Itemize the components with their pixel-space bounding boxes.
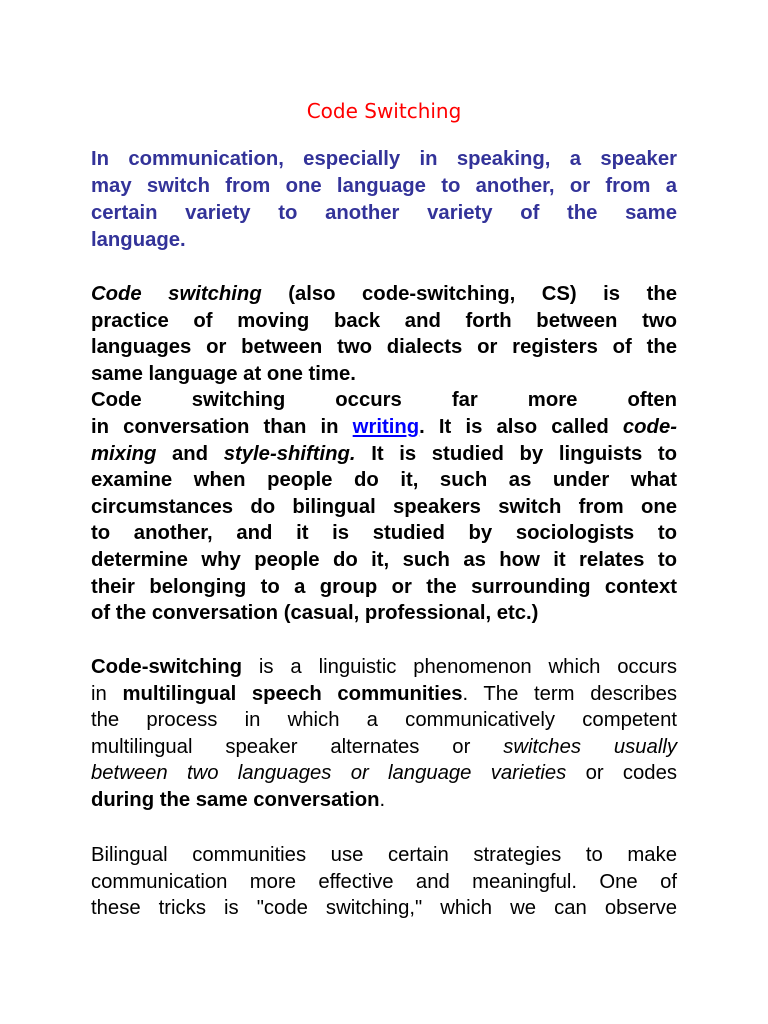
text-run: (also code-switching, CS) is the — [261, 283, 677, 305]
phenomenon-paragraph — [91, 654, 677, 814]
text-run: switching occurs — [191, 389, 402, 412]
intro-line: language. — [91, 229, 186, 251]
intro-line: In communication, especially in speaking, a speaker — [91, 148, 677, 170]
bilingual-paragraph — [91, 842, 677, 922]
paragraph-line: the process in which a communicatively competent — [91, 709, 677, 732]
paragraph-line: communication more effective and meaningful. One of — [91, 870, 677, 893]
text-run: or codes — [566, 762, 677, 785]
document-title: Code Switching — [306, 99, 462, 123]
paragraph-line: circumstances do bilingual speakers switch from one — [91, 495, 677, 518]
term-style-shifting: style-shifting. — [223, 442, 356, 465]
paragraph-line — [91, 414, 677, 441]
paragraph-line — [91, 760, 677, 787]
paragraph-line: examine when people do it, such as under what — [91, 469, 677, 492]
paragraph-line: their belonging to a group or the surrounding context — [91, 575, 677, 598]
intro-line: certain variety to another variety of the same — [91, 202, 677, 224]
paragraph-line: languages or between two dialects or registers of the — [91, 336, 677, 359]
writing-link[interactable]: writing — [352, 415, 420, 438]
paragraph-line — [91, 734, 677, 761]
paragraph-line: to another, and it is studied by sociologists to — [91, 522, 677, 545]
text-run: in — [91, 682, 123, 705]
term-code-mixing: code- — [622, 415, 677, 438]
paragraph-line — [91, 787, 677, 814]
paragraph-line: these tricks is "code switching," which we can observe — [91, 897, 677, 920]
text-run: . It is also called — [419, 415, 623, 438]
term-code-switching: Code switching — [91, 283, 262, 305]
text-run: more — [527, 389, 578, 412]
text-run: often — [627, 389, 678, 412]
intro-line: may switch from one language to another, or from a — [91, 175, 677, 197]
text-run: . — [379, 788, 386, 811]
paragraph-line: Bilingual communities use certain strategies to make — [91, 844, 677, 866]
bold-term: Code-switching — [91, 656, 242, 678]
text-run: far — [451, 389, 478, 412]
paragraph-line — [91, 681, 677, 708]
text-run: Code — [91, 389, 142, 412]
paragraph-line — [91, 281, 677, 308]
definition-paragraph — [91, 281, 677, 627]
italic-term: between two languages or language varieties — [91, 762, 567, 785]
paragraph-line: practice of moving back and forth between two — [91, 309, 677, 332]
text-run: It is studied by linguists to — [355, 442, 678, 465]
italic-term: switches usually — [503, 735, 677, 758]
text-run: in conversation than in — [91, 415, 353, 438]
document-page — [91, 0, 677, 1024]
term-code-mixing: mixing — [91, 442, 157, 465]
paragraph-line: determine why people do it, such as how it relates to — [91, 548, 677, 571]
paragraph-line — [91, 441, 677, 468]
text-run: is a linguistic phenomenon which occurs — [241, 656, 677, 678]
bold-term: during the same conversation — [91, 788, 380, 811]
text-run: . The term describes — [462, 682, 678, 705]
paragraph-line: of the conversation (casual, professional, etc.) — [91, 602, 539, 625]
paragraph-line: same language at one time. — [91, 362, 356, 385]
intro-paragraph — [91, 146, 677, 254]
paragraph-line — [91, 654, 677, 681]
text-run: and — [156, 442, 224, 465]
bold-term: multilingual speech communities — [122, 682, 463, 705]
paragraph-line — [91, 387, 677, 414]
text-run: multilingual speaker alternates or — [91, 735, 504, 758]
